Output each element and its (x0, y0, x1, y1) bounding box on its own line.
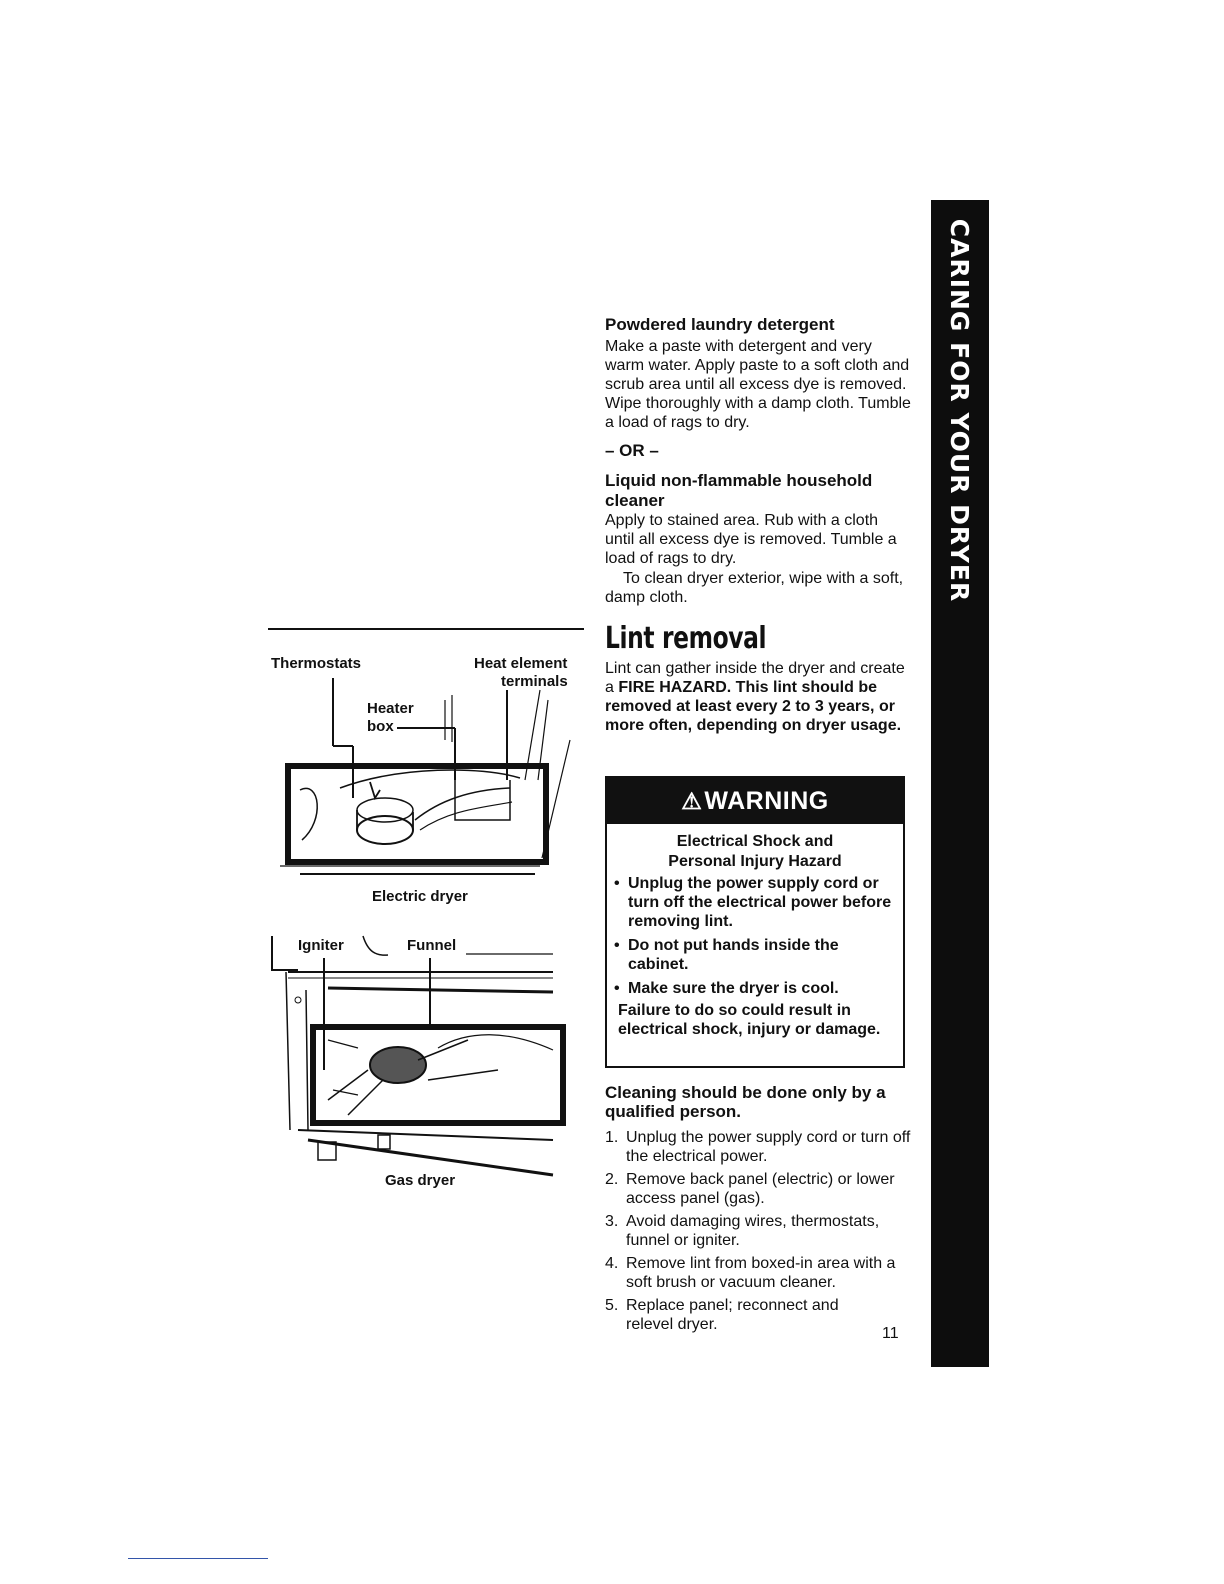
step-item: 3. Avoid damaging wires, thermostats, funnel or igniter. (605, 1213, 880, 1249)
warning-header (607, 778, 903, 824)
powdered-heading: Powdered laundry detergent (605, 315, 835, 334)
label-heat-element-1: Heat element (474, 655, 568, 672)
exterior-cleaning-text: To clean dryer exterior, wipe with a soft, damp cloth. (605, 570, 904, 606)
or-divider: – OR – (605, 441, 659, 460)
powdered-body: Make a paste with detergent and very warm water. Apply paste to a soft cloth and scrub area until all excess dye is removed. Wipe thoroughly with a damp cloth. Tumble a load of rags to dry. (605, 338, 911, 431)
lint-removal-title: Lint removal (605, 621, 767, 656)
warning-subtitle (607, 832, 903, 872)
lint-intro-plain: Lint can gather inside the dryer and create a (605, 660, 905, 696)
page-number: 11 (882, 1325, 899, 1342)
lint-intro (605, 659, 911, 735)
liquid-body: Apply to stained area. Rub with a cloth until all excess dye is removed. Tumble a load of rags to dry. (605, 512, 897, 567)
section-rule (268, 628, 584, 630)
label-thermostats: Thermostats (271, 655, 362, 672)
warning-bullets (614, 874, 898, 1003)
label-igniter: Igniter (298, 937, 344, 954)
lint-intro-bold: FIRE HAZARD. This lint should be removed at least every 2 to 3 years, or more often, depending on dryer usage. (605, 679, 902, 734)
step-item: 4. Remove lint from boxed-in area with a soft brush or vacuum cleaner. (605, 1255, 896, 1291)
step-item: 1. Unplug the power supply cord or turn off the electrical power. (605, 1129, 911, 1165)
gas-dryer-caption: Gas dryer (385, 1172, 456, 1189)
warning-subtitle-line2: Personal Injury Hazard (668, 853, 842, 870)
gas-dryer-illustration (268, 930, 568, 1180)
cleaning-note: Cleaning should be done only by a qualified person. (605, 1083, 886, 1121)
warning-footer: Failure to do so could result in electrical shock, injury or damage. (618, 1002, 881, 1038)
warning-bullet: • Do not put hands inside the cabinet. (614, 937, 839, 973)
side-tab-label: CARING FOR YOUR DRYER (945, 218, 975, 602)
electric-dryer-illustration (280, 670, 580, 885)
label-funnel: Funnel (407, 937, 457, 954)
warning-triangle-icon: ⚠ (681, 787, 703, 814)
electric-dryer-caption: Electric dryer (372, 888, 468, 905)
cleaning-steps (605, 1128, 911, 1338)
label-heat-element-2: terminals (501, 673, 568, 690)
warning-subtitle-line1: Electrical Shock and (676, 833, 834, 850)
warning-header-text: WARNING (704, 786, 829, 815)
warning-bullet: • Make sure the dryer is cool. (614, 980, 839, 997)
liquid-heading: Liquid non-flammable household cleaner (605, 471, 873, 510)
bottom-rule (128, 1558, 268, 1559)
label-heater-2: box (367, 718, 394, 735)
warning-bullet: • Unplug the power supply cord or turn off the electrical power before removing lint. (614, 875, 892, 930)
side-tab-label-wrap (931, 200, 989, 620)
step-item: 5. Replace panel; reconnect and relevel dryer. (605, 1297, 839, 1333)
label-heater-1: Heater (367, 700, 414, 717)
step-item: 2. Remove back panel (electric) or lower access panel (gas). (605, 1171, 895, 1207)
